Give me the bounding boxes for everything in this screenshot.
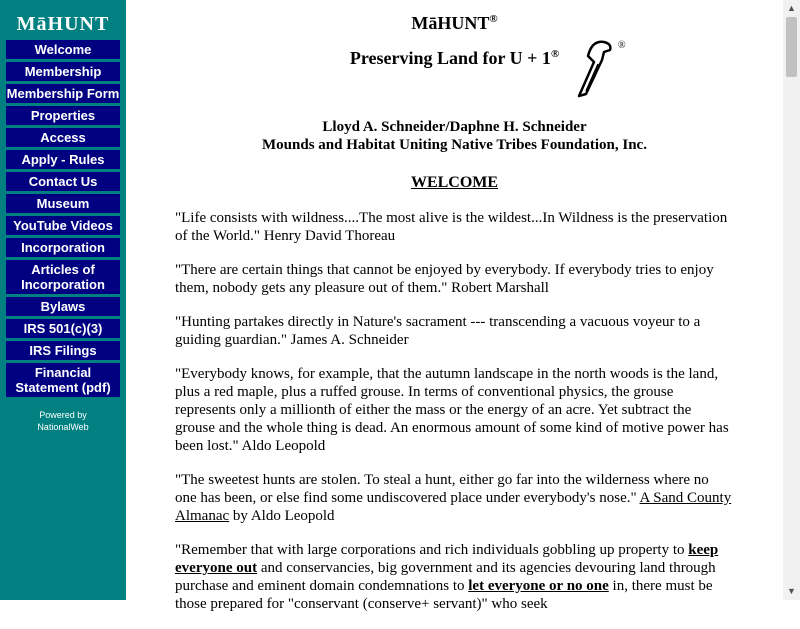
sidebar xyxy=(0,0,126,600)
scroll-down-arrow-icon[interactable]: ▼ xyxy=(787,586,796,596)
nav-irs-filings[interactable]: IRS Filings xyxy=(6,341,120,360)
tagline xyxy=(126,48,783,69)
scroll-up-arrow-icon[interactable]: ▲ xyxy=(787,3,796,13)
sand-county-almanac-link[interactable]: A Sand County Almanac xyxy=(175,490,732,524)
scrollbar-thumb[interactable] xyxy=(786,17,797,77)
nav-bylaws[interactable]: Bylaws xyxy=(6,297,120,316)
nav-membership-form[interactable]: Membership Form xyxy=(6,86,120,101)
nav-access[interactable]: Access xyxy=(6,128,120,147)
quote-conservant-part2: and conservancies, big government and its agencies devouring land through purchase and eminent domain condemnations to xyxy=(175,560,716,594)
quote-conservant xyxy=(175,541,733,613)
welcome-heading: WELCOME xyxy=(410,174,499,191)
nav-museum[interactable]: Museum xyxy=(6,194,120,213)
page-title xyxy=(126,13,783,34)
quote-conservant-part3: in, there must be those prepared for "conservant (conserve+ servant)" who seek xyxy=(175,578,713,612)
nav-contact-us[interactable]: Contact Us xyxy=(6,172,120,191)
founders-names: Lloyd A. Schneider/Daphne H. Schneider xyxy=(322,119,587,135)
nav-properties[interactable]: Properties xyxy=(6,106,120,125)
nav-incorporation[interactable]: Incorporation xyxy=(6,238,120,257)
tagline-registered-mark: ® xyxy=(550,48,560,60)
powered-by[interactable] xyxy=(0,409,126,433)
nav-articles-of-incorporation[interactable]: Articles of Incorporation xyxy=(6,260,120,294)
main-content xyxy=(126,0,783,612)
quotes-section xyxy=(175,209,733,629)
arrowhead-logo-icon xyxy=(574,34,634,100)
vertical-scrollbar[interactable] xyxy=(783,0,800,600)
quote-sand-county-text: "The sweetest hunts are stolen. To steal a hunt, either go far into the wilderness where no one has been, or else find some undiscovered place under everybody's nose." xyxy=(175,472,709,506)
quote-marshall: "There are certain things that cannot be enjoyed by everybody. If everybody tries to enjoy them, nobody gets any pleasure out of them." Robert Marshall xyxy=(175,262,714,296)
page-title-text: MāHUNT xyxy=(411,13,490,33)
site-logo[interactable]: MāHUNT xyxy=(16,13,110,35)
powered-by-company: NationalWeb xyxy=(37,422,89,432)
registered-mark: ® xyxy=(489,13,498,25)
keep-everyone-out-emphasis: keep everyone out xyxy=(175,542,719,576)
quote-schneider: "Hunting partakes directly in Nature's sacrament --- transcending a vacuous voyeur to a guiding guardian." James A. Schneider xyxy=(175,314,701,348)
nav-financial-statement[interactable]: Financial Statement (pdf) xyxy=(6,363,120,397)
sidebar-nav xyxy=(6,40,120,400)
let-everyone-or-no-one-emphasis: let everyone or no one xyxy=(468,578,609,594)
quote-sand-county-author: by Aldo Leopold xyxy=(229,508,335,524)
quote-leopold: "Everybody knows, for example, that the autumn landscape in the north woods is the land, plus a red maple, plus a ruffed grouse. In terms of conventional physics, the grouse represents only a millionth of either the mass or the energy of an acre. Yet subtract the grouse and the whole thing is dead. An enormous amount of some kind of motive power has been lost." Aldo Leopold xyxy=(175,366,729,454)
foundation-name: Mounds and Habitat Uniting Native Tribes Foundation, Inc. xyxy=(262,137,647,153)
logo-registered-mark: ® xyxy=(618,40,626,51)
tagline-text: Preserving Land for U + 1 xyxy=(349,48,551,68)
quote-conservant-part1: "Remember that with large corporations and rich individuals gobbling up property to xyxy=(175,542,689,558)
powered-by-label: Powered by xyxy=(39,410,87,420)
quote-sand-county xyxy=(175,471,733,525)
nav-membership[interactable]: Membership xyxy=(6,62,120,81)
nav-apply-rules[interactable]: Apply - Rules xyxy=(6,150,120,169)
nav-welcome[interactable]: Welcome xyxy=(6,40,120,59)
nav-youtube-videos[interactable]: YouTube Videos xyxy=(6,216,120,235)
nav-irs-501c3[interactable]: IRS 501(c)(3) xyxy=(6,319,120,338)
quote-thoreau: "Life consists with wildness....The most alive is the wildest...In Wildness is the preservation of the World." Henry David Thoreau xyxy=(175,210,728,244)
founders xyxy=(126,118,783,154)
